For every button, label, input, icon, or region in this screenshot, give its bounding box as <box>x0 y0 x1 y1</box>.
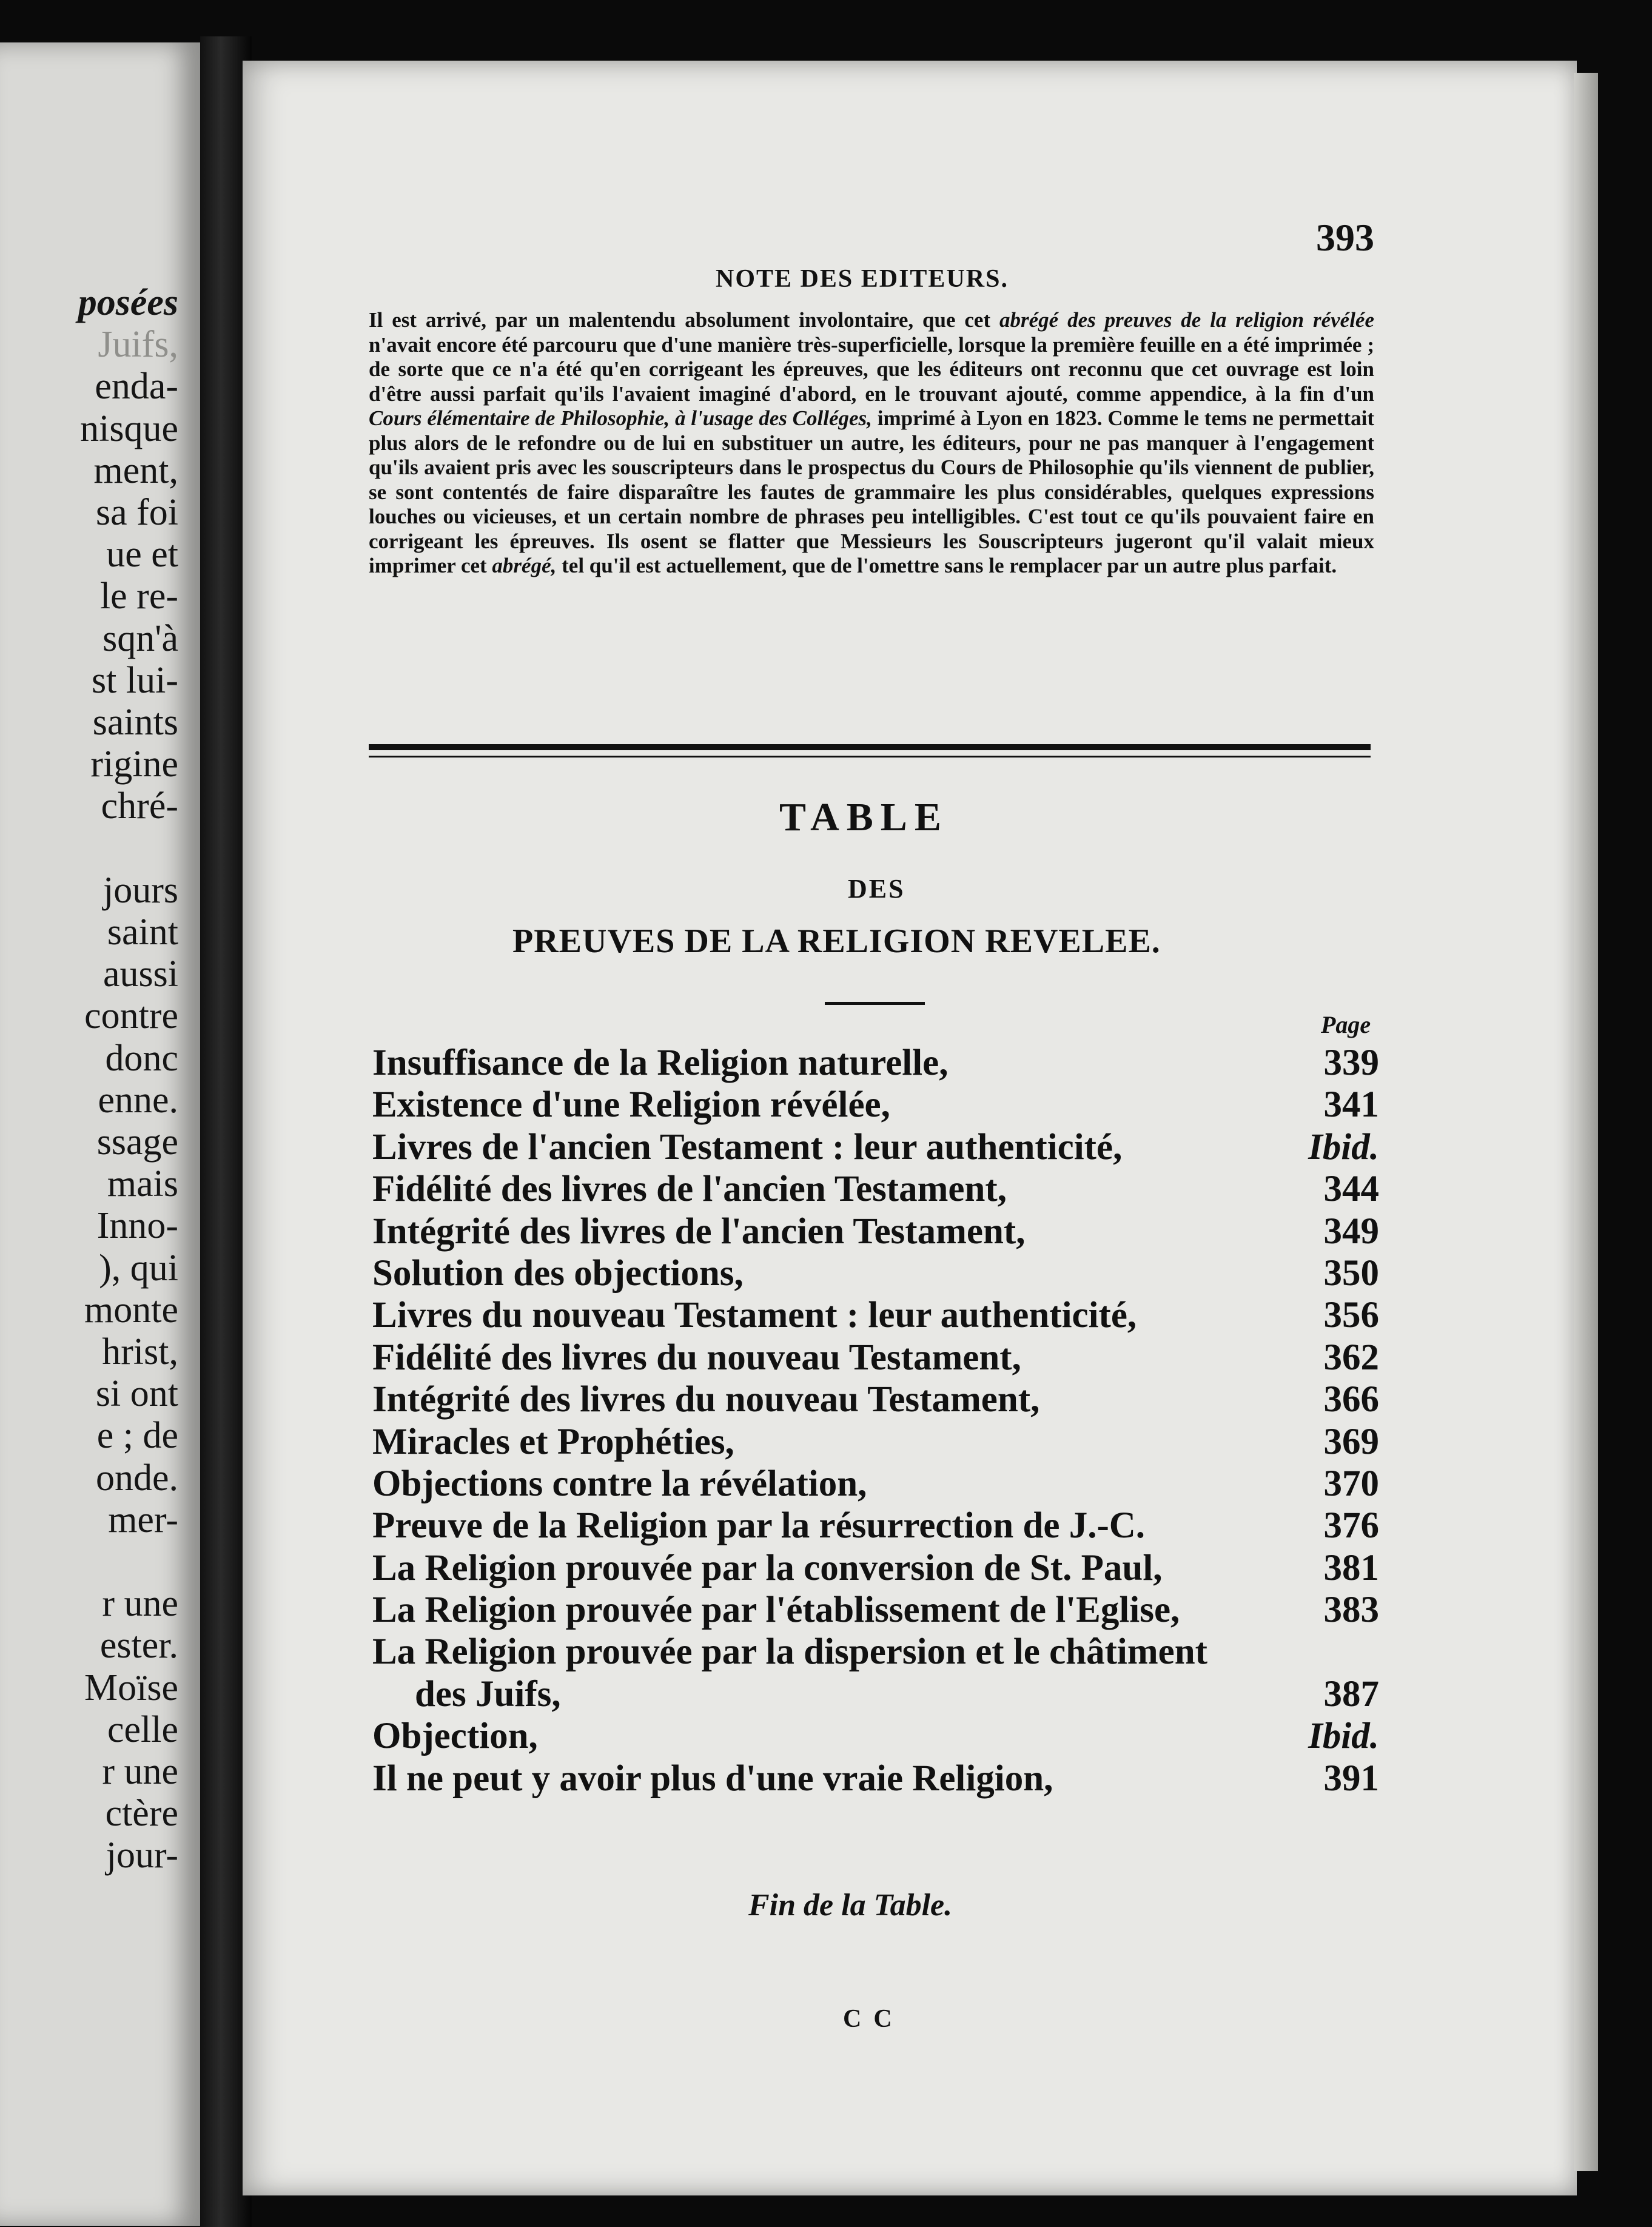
toc-entry <box>372 1673 1379 1715</box>
table-title: TABLE <box>779 795 949 839</box>
toc-entry-title: Livres de l'ancien Testament : leur authenticité, <box>372 1126 1123 1167</box>
left-page-line: jour- <box>106 1835 178 1876</box>
toc-entry <box>372 1589 1379 1631</box>
toc-entry-page: 356 <box>1323 1295 1379 1336</box>
table-subtitle: PREUVES DE LA RELIGION REVELEE. <box>512 922 1161 960</box>
toc-entry-page: 383 <box>1323 1590 1379 1631</box>
toc-entry-page: 339 <box>1323 1043 1379 1083</box>
facing-page-left <box>0 42 200 2226</box>
left-page-line: le re- <box>99 576 178 617</box>
left-page-line: mer- <box>108 1499 178 1540</box>
left-page-line: Inno- <box>96 1205 178 1247</box>
left-page-line: enda- <box>95 366 178 408</box>
toc-entry-title: La Religion prouvée par la conversion de St. Paul, <box>372 1547 1163 1588</box>
left-page-line: si ont <box>95 1373 178 1415</box>
left-page-line: ), qui <box>99 1247 178 1289</box>
toc-entry-title: Objection, <box>372 1716 538 1757</box>
toc-entry-page: Ibid. <box>1308 1716 1379 1757</box>
left-page-line: r une <box>102 1751 178 1792</box>
left-page-line: nisque <box>80 408 178 449</box>
left-page-line: r une <box>102 1583 178 1625</box>
toc-entry-title: des Juifs, <box>415 1673 561 1715</box>
toc-entry <box>372 1421 1379 1463</box>
toc-entry <box>372 1379 1379 1420</box>
note-title: NOTE DES EDITEURS. <box>716 265 1009 293</box>
short-rule <box>825 1002 925 1005</box>
toc-entry <box>372 1126 1379 1168</box>
left-page-line: aussi <box>103 953 178 995</box>
toc-entry <box>372 1631 1379 1673</box>
left-page-line: ssage <box>96 1121 178 1163</box>
left-page-line: ester. <box>99 1625 178 1667</box>
toc-entry <box>372 1211 1379 1252</box>
note-segment: tel qu'il est actuellement, que de l'omettre sans le remplacer par un autre plus parfait. <box>556 554 1337 577</box>
toc-entry-page: 349 <box>1323 1211 1379 1252</box>
table-des: DES <box>848 874 905 904</box>
toc-entry-page: 391 <box>1323 1758 1379 1799</box>
toc-entry-title: La Religion prouvée par l'établissement de l'Eglise, <box>372 1590 1180 1631</box>
left-page-line: celle <box>107 1708 178 1750</box>
page-number: 393 <box>1316 216 1374 259</box>
toc-entry-page: 381 <box>1323 1547 1379 1588</box>
note-segment: imprimé à Lyon en 1823. Comme le tems ne permettait plus alors de le refondre ou de lui en substituer un autre, les éditeurs, pour ne pas manquer à l'engagement qu'ils avaient pris avec les souscripteurs dans le prospectus du Cours de Philosophie qu'ils viennent de publier, se sont contentés de faire disparaître les fautes de grammaire les plus considérables, quelques expressions louches ou vicieuses, et un certain nombre de phrases peu intelligibles. C'est tout ce qu'ils pouvaient faire en corrigeant les épreuves. Ils osent se flatter que Messieurs les Souscripteurs jugeront qu'il valait mieux imprimer cet <box>369 406 1374 577</box>
toc-entry <box>372 1715 1379 1757</box>
note-italic-segment: abrégé des preuves de la religion révélée <box>999 308 1374 332</box>
toc-entry-page: 341 <box>1323 1084 1379 1126</box>
left-page-line: Juifs, <box>98 324 178 366</box>
toc-entry-page: 366 <box>1323 1379 1379 1420</box>
toc-entry <box>372 1084 1379 1126</box>
left-page-line: Moïse <box>84 1667 178 1708</box>
left-page-line: sa foi <box>95 492 178 533</box>
note-segment: Il est arrivé, par un malentendu absolument involontaire, que cet <box>369 308 999 332</box>
toc-entry <box>372 1463 1379 1505</box>
toc-entry-page: 362 <box>1323 1337 1379 1378</box>
toc-entry <box>372 1505 1379 1547</box>
left-page-line: st lui- <box>92 659 178 701</box>
toc-entry-title: Fidélité des livres du nouveau Testament, <box>372 1337 1021 1378</box>
left-page-line: e ; de <box>96 1415 178 1457</box>
left-page-line: sqn'à <box>102 617 178 659</box>
left-page-line: chré- <box>101 785 178 827</box>
toc-entry <box>372 1337 1379 1379</box>
toc-entry <box>372 1547 1379 1589</box>
left-page-line: ctère <box>105 1793 178 1835</box>
toc-entry-page: 350 <box>1323 1252 1379 1294</box>
page-column-label: Page <box>1321 1011 1371 1038</box>
toc-entry-page: 369 <box>1323 1421 1379 1462</box>
left-page-line: donc <box>105 1037 178 1079</box>
toc-entry <box>372 1042 1379 1084</box>
toc-entry-title: Intégrité des livres du nouveau Testament, <box>372 1379 1040 1420</box>
toc-entry-title: Solution des objections, <box>372 1252 744 1294</box>
left-page-line: posées <box>78 282 178 323</box>
toc-entry-title: Existence d'une Religion révélée, <box>372 1084 890 1126</box>
table-of-contents <box>372 1042 1379 1799</box>
toc-entry-title: Livres du nouveau Testament : leur authenticité, <box>372 1295 1137 1336</box>
left-page-line: monte <box>84 1289 178 1331</box>
left-page-line: rigine <box>90 744 178 785</box>
page-edge <box>1574 73 1598 2171</box>
toc-entry-title: Objections contre la révélation, <box>372 1463 867 1504</box>
note-italic-segment: Cours élémentaire de Philosophie, à l'usage des Colléges, <box>369 406 872 430</box>
toc-entry <box>372 1252 1379 1294</box>
section-rule-thick <box>369 744 1371 750</box>
left-page-line: jours <box>103 869 178 911</box>
toc-entry-title: Preuve de la Religion par la résurrection de J.-C. <box>372 1505 1146 1547</box>
editors-note <box>369 308 1374 579</box>
left-page-line: ue et <box>106 534 178 576</box>
toc-entry-page: Ibid. <box>1308 1126 1379 1167</box>
left-page-line: saints <box>92 702 178 743</box>
toc-entry-page: 344 <box>1323 1169 1379 1210</box>
signature-mark: CC <box>843 2005 904 2033</box>
toc-entry-title: Intégrité des livres de l'ancien Testament, <box>372 1211 1026 1252</box>
toc-entry-title: Miracles et Prophéties, <box>372 1421 734 1462</box>
toc-entry <box>372 1758 1379 1799</box>
toc-entry-page: 370 <box>1323 1463 1379 1504</box>
left-page-line: ment, <box>93 449 178 491</box>
note-segment: n'avait encore été parcouru que d'une manière très-superficielle, lorsque la première feuille en a été imprimée ; de sorte que ce n'a été qu'en corrigeant les épreuves, que les éditeurs ont reconnu que cet ouvrage est loin d'être aussi parfait qu'ils l'avaient imaginé d'abord, en le trouvant ajouté, comme appendice, à la fin d'un <box>369 332 1374 406</box>
note-italic-segment: abrégé, <box>492 554 557 577</box>
toc-entry-title: Insuffisance de la Religion naturelle, <box>372 1043 949 1083</box>
toc-entry-page: 376 <box>1323 1505 1379 1547</box>
toc-entry-title: Fidélité des livres de l'ancien Testament, <box>372 1169 1007 1210</box>
section-rule-thin <box>369 756 1371 757</box>
toc-entry-title: Il ne peut y avoir plus d'une vraie Religion, <box>372 1758 1053 1799</box>
left-page-line: onde. <box>95 1457 178 1499</box>
toc-entry <box>372 1168 1379 1210</box>
left-page-line: mais <box>107 1163 178 1205</box>
left-page-line: hrist, <box>102 1331 178 1372</box>
left-page-line: enne. <box>98 1079 178 1121</box>
toc-entry <box>372 1294 1379 1336</box>
left-page-line: saint <box>107 912 178 953</box>
left-page-line: contre <box>84 995 178 1037</box>
end-of-table: Fin de la Table. <box>748 1888 953 1923</box>
toc-entry-page: 387 <box>1323 1673 1379 1715</box>
toc-entry-title: La Religion prouvée par la dispersion et le châtiment <box>372 1631 1207 1673</box>
